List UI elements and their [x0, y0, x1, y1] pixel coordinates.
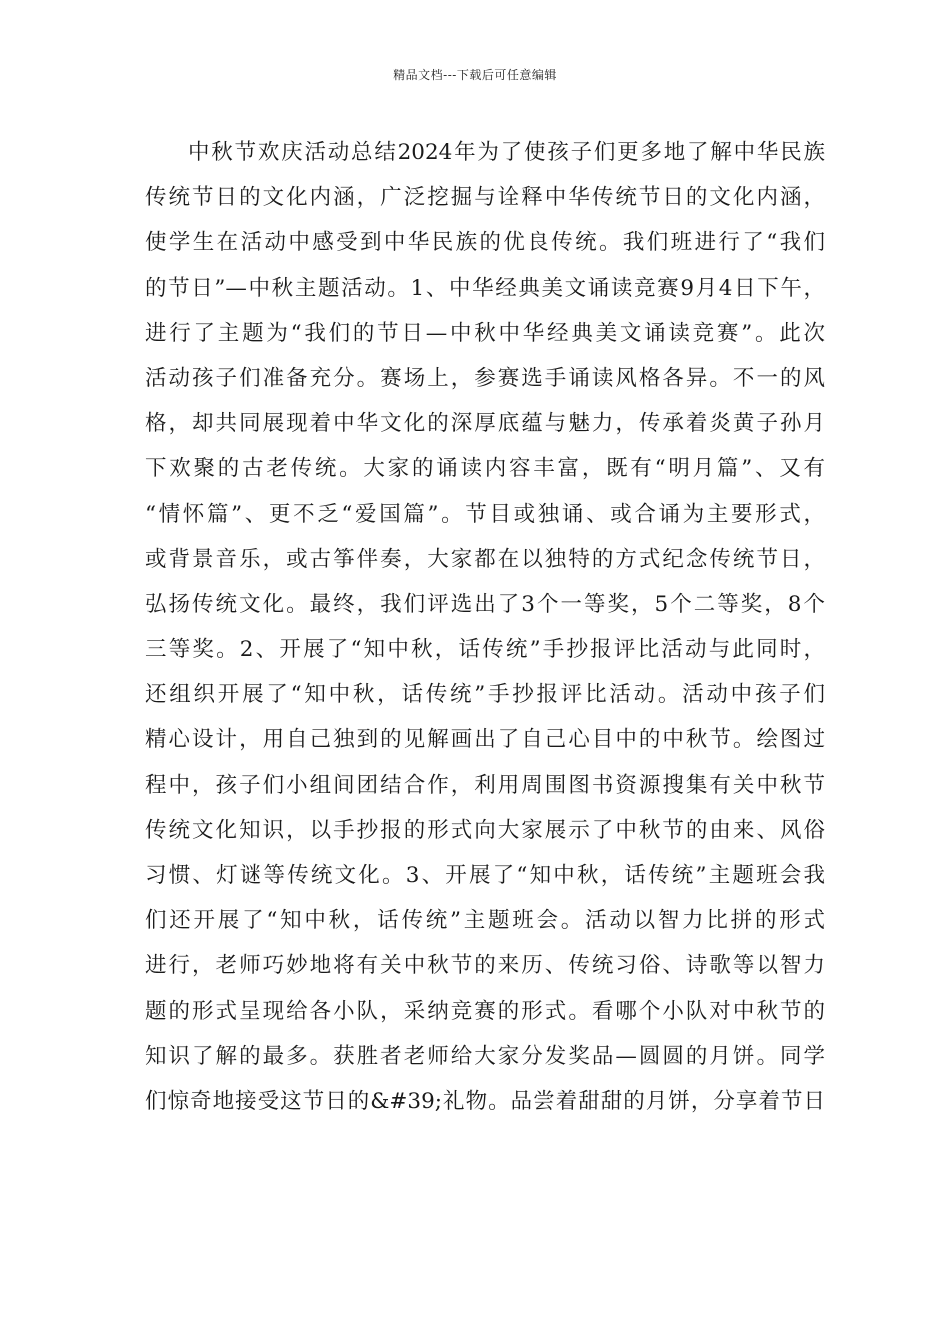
text-line: 们惊奇地接受这节日的&#39;礼物。品尝着甜甜的月饼，分享着节日 [145, 1088, 825, 1114]
text-line: 活动孩子们准备充分。赛场上，参赛选手诵读风格各异。不一的风 [145, 365, 825, 391]
text-line: “情怀篇”、更不乏“爱国篇”。节目或独诵、或合诵为主要形式， [145, 501, 825, 527]
text-line: 的节日”—中秋主题活动。1、中华经典美文诵读竞赛9月4日下午， [145, 275, 825, 301]
text-line: 弘扬传统文化。最终，我们评选出了3个一等奖，5个二等奖，8个 [145, 591, 825, 617]
text-line: 们还开展了“知中秋，话传统”主题班会。活动以智力比拼的形式 [145, 908, 825, 934]
text-line: 三等奖。2、开展了“知中秋，话传统”手抄报评比活动与此同时， [145, 637, 825, 663]
text-line: 题的形式呈现给各小队，采纳竞赛的形式。看哪个小队对中秋节的 [145, 998, 825, 1024]
body-paragraph [145, 130, 825, 1124]
text-line: 知识了解的最多。获胜者老师给大家分发奖品—圆圆的月饼。同学 [145, 1043, 825, 1069]
text-line: 习惯、灯谜等传统文化。3、开展了“知中秋，话传统”主题班会我 [145, 863, 825, 888]
text-line: 精心设计，用自己独到的见解画出了自己心目中的中秋节。绘图过 [145, 727, 825, 753]
text-line: 或背景音乐，或古筝伴奏，大家都在以独特的方式纪念传统节日， [145, 546, 825, 572]
text-line: 传统节日的文化内涵，广泛挖掘与诠释中华传统节日的文化内涵， [145, 185, 825, 211]
text-line: 传统文化知识，以手抄报的形式向大家展示了中秋节的由来、风俗 [145, 817, 825, 843]
text-line: 还组织开展了“知中秋，话传统”手抄报评比活动。活动中孩子们 [145, 682, 825, 708]
text-line: 格，却共同展现着中华文化的深厚底蕴与魅力，传承着炎黄子孙月 [145, 411, 825, 437]
text-line: 中秋节欢庆活动总结2024年为了使孩子们更多地了解中华民族 [188, 140, 825, 165]
text-line: 下欢聚的古老传统。大家的诵读内容丰富，既有“明月篇”、又有 [145, 456, 825, 482]
text-line: 使学生在活动中感受到中华民族的优良传统。我们班进行了“我们 [145, 230, 825, 256]
text-line: 进行，老师巧妙地将有关中秋节的来历、传统习俗、诗歌等以智力 [145, 953, 825, 979]
text-line: 程中，孩子们小组间团结合作，利用周围图书资源搜集有关中秋节 [145, 772, 825, 798]
page-header: 精品文档---下载后可任意编辑 [393, 68, 557, 82]
text-line: 进行了主题为“我们的节日—中秋中华经典美文诵读竞赛”。此次 [145, 320, 825, 346]
